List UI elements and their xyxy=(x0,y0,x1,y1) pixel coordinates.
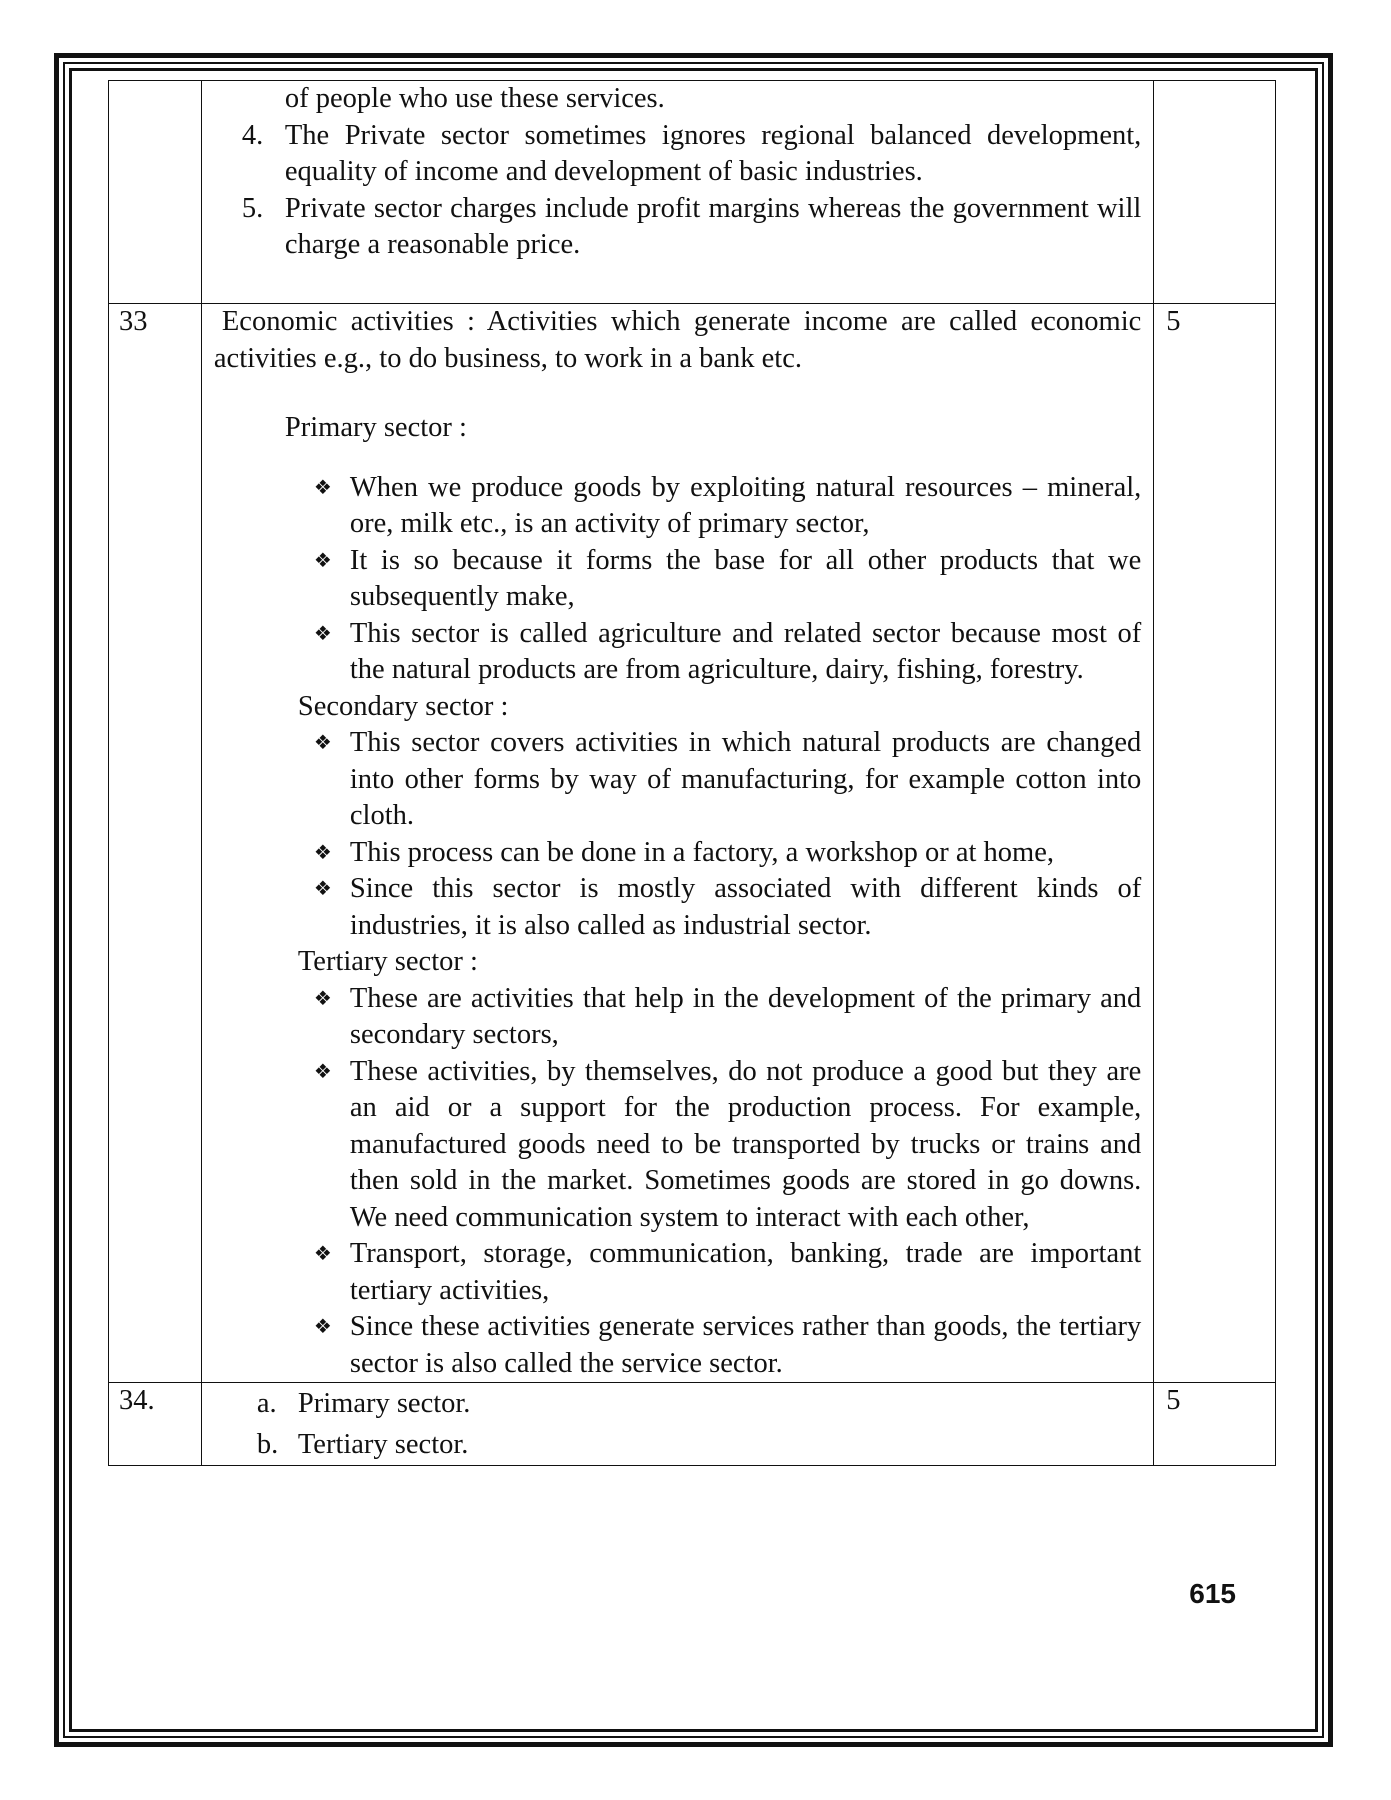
bullet-icon: ❖ xyxy=(313,1243,332,1265)
bullet-text: Since these activities generate services rather than goods, the tertiary sector is also called the service sector. xyxy=(349,1311,1142,1379)
answer-cell xyxy=(201,304,1153,1383)
item-letter: b. xyxy=(256,1429,279,1460)
marks-value: 5 xyxy=(1166,306,1181,337)
bullet-item xyxy=(214,871,1141,944)
question-number: 34. xyxy=(119,1385,155,1416)
bullet-text: This sector covers activities in which natural products are changed into other forms by way of manufacturing, for example cotton into cloth. xyxy=(349,727,1142,831)
bullet-text: It is so because it forms the base for all other products that we subsequently make, xyxy=(349,544,1142,612)
bullet-text: Transport, storage, communication, banking, trade are important tertiary activities, xyxy=(349,1238,1142,1306)
item-number: 5. xyxy=(241,192,264,224)
question-number-cell xyxy=(109,304,202,1383)
bullet-text: Since this sector is mostly associated with different kinds of industries, it is also called as industrial sector. xyxy=(349,873,1142,941)
bullet-text: When we produce goods by exploiting natural resources – mineral, ore, milk etc., is an activity of primary sector, xyxy=(349,471,1142,539)
bullet-text: This sector is called agriculture and related sector because most of the natural products are from agriculture, dairy, fishing, forestry. xyxy=(349,617,1142,685)
bullet-icon: ❖ xyxy=(313,622,332,645)
bullet-item xyxy=(214,1236,1141,1309)
table-row xyxy=(109,81,1276,304)
answer-cell xyxy=(201,81,1153,304)
marks-value: 5 xyxy=(1166,1385,1181,1416)
list-item xyxy=(214,1424,1141,1465)
item-letter: a. xyxy=(256,1388,277,1419)
section-heading: Tertiary sector : xyxy=(297,946,478,977)
marks-cell xyxy=(1154,81,1276,304)
marks-cell xyxy=(1154,304,1276,1383)
bullet-icon: ❖ xyxy=(313,1060,332,1083)
continuation-line: of people who use these services. xyxy=(284,83,665,114)
bullet-icon: ❖ xyxy=(313,549,332,572)
bullet-icon: ❖ xyxy=(313,987,332,1010)
list-item xyxy=(214,118,1141,191)
bullet-text: These activities, by themselves, do not produce a good but they are an aid or a support for the production process. For example, manufactured goods need to be transported by trucks or trains and then sold in the market. Sometimes goods are stored in go downs. We need communication system to interact with each other, xyxy=(349,1055,1142,1233)
list-item xyxy=(214,1383,1141,1424)
section-heading: Secondary sector : xyxy=(297,690,509,722)
item-text: The Private sector sometimes ignores regional balanced development, equality of income and development of basic industries. xyxy=(284,119,1142,187)
bullet-item xyxy=(214,725,1141,835)
answer-cell xyxy=(201,1383,1153,1466)
question-number-cell xyxy=(109,81,202,304)
answer-table xyxy=(108,80,1276,1466)
list-item xyxy=(214,191,1141,264)
bullet-icon: ❖ xyxy=(313,476,332,499)
bullet-item xyxy=(214,1054,1141,1237)
bullet-text: This process can be done in a factory, a workshop or at home, xyxy=(349,836,1054,868)
page-number: 615 xyxy=(1189,1578,1236,1609)
bullet-icon: ❖ xyxy=(313,732,332,754)
bullet-icon: ❖ xyxy=(313,841,332,864)
item-number: 4. xyxy=(241,119,264,151)
table-row xyxy=(109,304,1276,1383)
section-heading: Primary sector : xyxy=(284,412,467,443)
bullet-item xyxy=(214,835,1141,872)
question-number: 33 xyxy=(119,306,148,337)
intro-paragraph: Economic activities : Activities which generate income are called economic activities e.g., to do business, to work in a bank etc. xyxy=(213,306,1142,374)
table-row xyxy=(109,1383,1276,1466)
bullet-item xyxy=(214,616,1141,689)
bullet-text: These are activities that help in the development of the primary and secondary sectors, xyxy=(349,982,1142,1050)
marks-cell xyxy=(1154,1383,1276,1466)
bullet-item xyxy=(214,470,1141,543)
item-text: Private sector charges include profit margins whereas the government will charge a reasonable price. xyxy=(284,192,1142,260)
bullet-icon: ❖ xyxy=(313,1316,332,1338)
bullet-item xyxy=(214,1309,1141,1382)
item-text: Tertiary sector. xyxy=(297,1429,469,1460)
bullet-icon: ❖ xyxy=(313,878,332,900)
item-text: Primary sector. xyxy=(297,1388,471,1419)
question-number-cell xyxy=(109,1383,202,1466)
bullet-item xyxy=(214,981,1141,1054)
bullet-item xyxy=(214,543,1141,616)
